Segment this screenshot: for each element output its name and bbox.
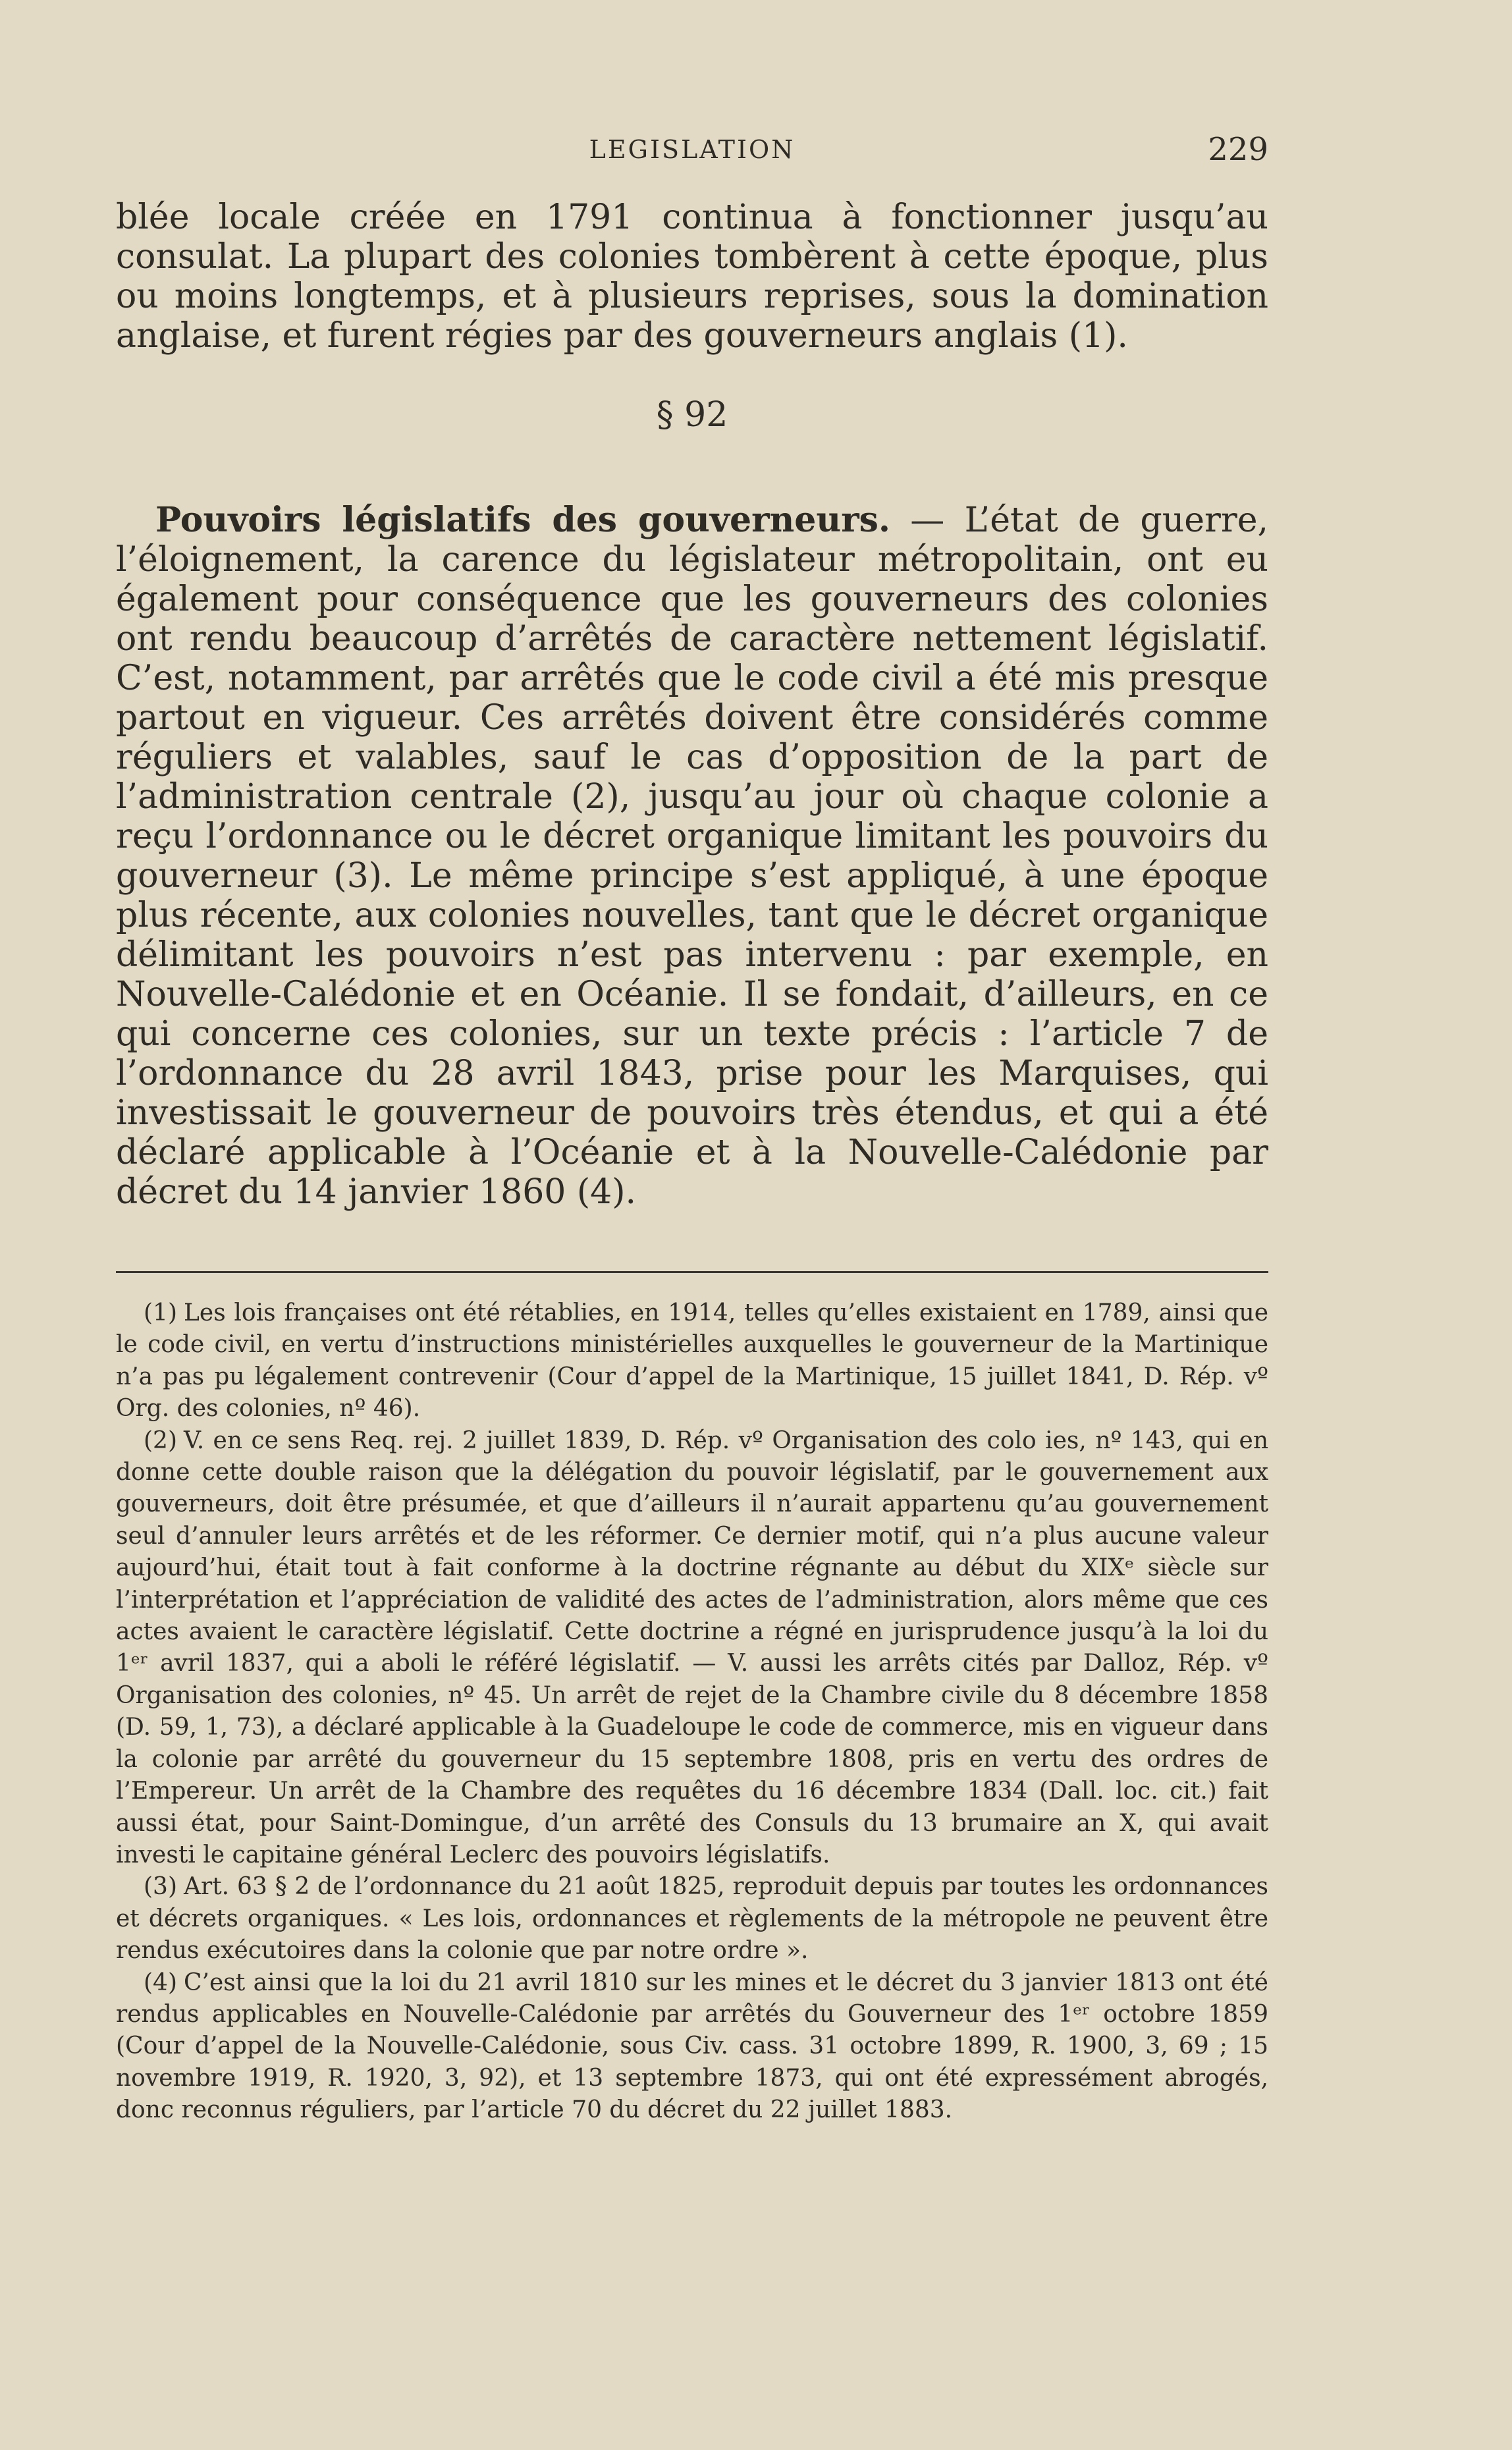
footnote — [116, 1871, 1268, 1967]
main-text — [116, 198, 1268, 1212]
page-number: 229 — [1208, 131, 1268, 168]
continuation-paragraph: blée locale créée en 1791 continua à fonctionner jusqu’au consulat. La plupart des colonies tombèrent à cette époque, plus ou moins longtemps, et à plusieurs reprises, sous la domination anglaise, et furent régies par des gouverneurs anglais (1). — [116, 198, 1268, 356]
section-heading: Pouvoirs législatifs des gouverneurs. — [155, 500, 890, 540]
footnote-text: V. en ce sens Req. rej. 2 juillet 1839, D. Rép. vº Organisation des colo ies, nº 143, qui en donne cette double raison que la délégation du pouvoir législatif, par le gouvernement aux gouverneurs, doit être présumée, et que d’ailleurs il n’aurait appartenu qu’au gouvernement seul d’annuler leurs arrêtés et de les réformer. Ce dernier motif, qui n’a plus aucune valeur aujourd’hui, était tout à fait conforme à la doctrine régnante au début du XIXᵉ siècle sur l’interprétation et l’appréciation de validité des actes de l’administration, alors même que ces actes avaient le caractère législatif. Cette doctrine a régné en jurisprudence jusqu’à la loi du 1ᵉʳ avril 1837, qui a aboli le référé législatif. — V. aussi les arrêts cités par Dalloz, Rép. vº Organisation des colonies, nº 45. Un arrêt de rejet de la Chambre civile du 8 décembre 1858 (D. 59, 1, 73), a déclaré applicable à la Guadeloupe le code de commerce, mis en vigueur dans la colonie par arrêté du gouverneur du 15 septembre 1808, pris en vertu des ordres de l’Empereur. Un arrêt de la Chambre des requêtes du 16 décembre 1834 (Dall. loc. cit.) fait aussi état, pour Saint-Domingue, d’un arrêté des Consuls du 13 brumaire an X, qui avait investi le capitaine général Leclerc des pouvoirs législatifs. — [116, 1427, 1268, 1868]
footnotes — [116, 1297, 1268, 2127]
footnote-number: (2) — [144, 1427, 177, 1454]
running-title: LEGISLATION — [589, 135, 796, 164]
footnote-number: (3) — [144, 1873, 177, 1901]
footnote-text: Les lois françaises ont été rétablies, en 1914, telles qu’elles existaient en 1789, ainsi que le code civil, en vertu d’instructions ministérielles auxquelles le gouverneur de la Martinique n’a pas pu légalement contrevenir (Cour d’appel de la Martinique, 15 juillet 1841, D. Rép. vº Org. des colonies, nº 46). — [116, 1299, 1268, 1423]
footnote — [116, 1967, 1268, 2127]
section-text: — L’état de guerre, l’éloignement, la carence du législateur métropolitain, ont eu également pour conséquence que les gouverneurs des colonies ont rendu beaucoup d’arrêtés de caractère nettement législatif. C’est, notamment, par arrêtés que le code civil a été mis presque partout en vigueur. Ces arrêtés doivent être considérés comme réguliers et valables, sauf le cas d’opposition de la part de l’administration centrale (2), jusqu’au jour où chaque colonie a reçu l’ordonnance ou le décret organique limitant les pouvoirs du gouverneur (3). Le même principe s’est appliqué, à une époque plus récente, aux colonies nouvelles, tant que le décret organique délimitant les pouvoirs n’est pas intervenu : par exemple, en Nouvelle-Calédonie et en Océanie. Il se fondait, d’ailleurs, en ce qui concerne ces colonies, sur un texte précis : l’article 7 de l’ordonnance du 28 avril 1843, prise pour les Marquises, qui investissait le gouverneur de pouvoirs très étendus, et qui a été déclaré applicable à l’Océanie et à la Nouvelle-Calédonie par décret du 14 janvier 1860 (4). — [116, 501, 1268, 1212]
footnote-text: C’est ainsi que la loi du 21 avril 1810 sur les mines et le décret du 3 janvier 1813 ont été rendus applicables en Nouvelle-Calédonie par arrêtés du Gouverneur des 1ᵉʳ octobre 1859 (Cour d’appel de la Nouvelle-Calédonie, sous Civ. cass. 31 octobre 1899, R. 1900, 3, 69 ; 15 novembre 1919, R. 1920, 3, 92), et 13 septembre 1873, qui ont été expressément abrogés, donc reconnus réguliers, par l’article 70 du décret du 22 juillet 1883. — [116, 1969, 1268, 2124]
footnote-number: (1) — [144, 1299, 177, 1326]
footnote — [116, 1297, 1268, 1425]
footnote — [116, 1425, 1268, 1872]
page-header — [116, 131, 1268, 175]
section-mark: § 92 — [656, 395, 728, 435]
section-paragraph — [116, 501, 1268, 1212]
footnote-text: Art. 63 § 2 de l’ordonnance du 21 août 1825, reproduit depuis par toutes les ordonnances et décrets organiques. « Les lois, ordonnances et règlements de la métropole ne peuvent être rendus exécutoires dans la colonie que par notre ordre ». — [116, 1873, 1268, 1965]
footnote-number: (4) — [144, 1969, 177, 1996]
footnote-divider — [116, 1271, 1268, 1273]
